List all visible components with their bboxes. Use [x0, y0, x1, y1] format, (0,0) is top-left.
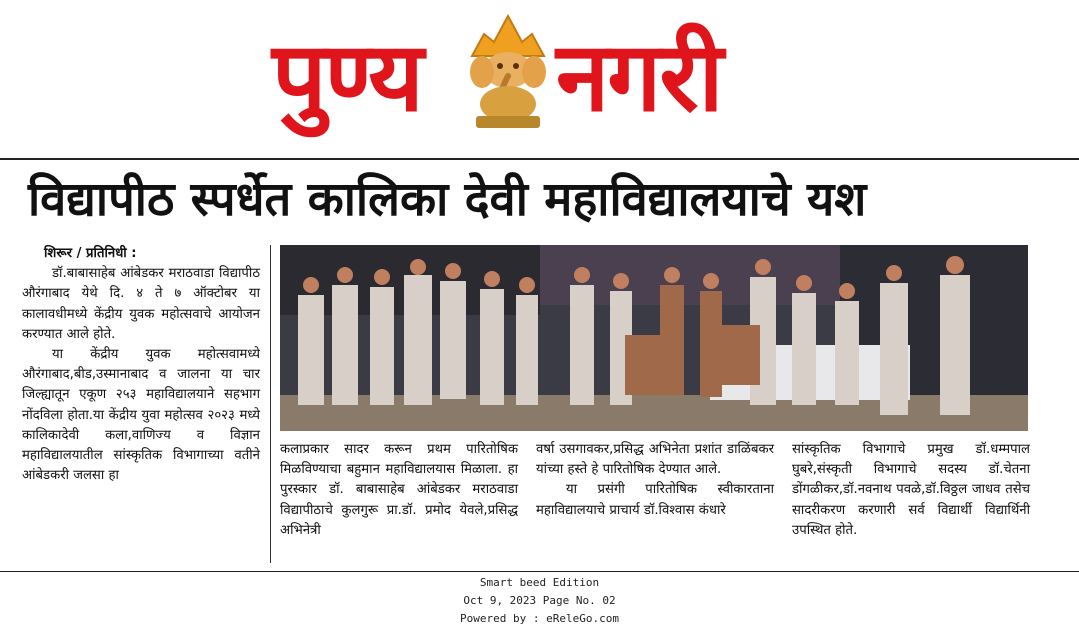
footer: [0, 574, 1079, 628]
article-column-1: [22, 244, 260, 486]
column-2-paragraph-1: कलाप्रकार सादर करून प्रथम पारितोषिक मिळविण्याचा बहुमान महाविद्यालयास मिळाला. हा पुरस्कार डॉ. बाबासाहेब आंबेडकर मराठवाडा विद्यापीठाचे कुलगुरू प्रा.डॉ. प्रमोद येवले,प्रसिद्ध अभिनेत्री: [280, 442, 518, 538]
footer-powered-by-link[interactable]: Powered by : eReleGo.com: [460, 612, 619, 625]
masthead-divider: [0, 158, 1079, 160]
footer-date-page: Oct 9, 2023 Page No. 02: [463, 594, 616, 607]
footer-divider: [0, 571, 1079, 572]
masthead-title-right: नगरी: [556, 21, 722, 133]
column-3-paragraph-2: या प्रसंगी पारितोषिक स्वीकारताना महाविद्यालयाचे प्राचार्य डॉ.विश्वास कंधारे: [536, 482, 774, 518]
masthead-title-left: पुण्य: [272, 21, 422, 133]
article-headline: विद्यापीठ स्पर्धेत कालिका देवी महाविद्यालयाचे यश: [28, 172, 867, 227]
column-1-paragraph-2: या केंद्रीय युवक महोत्सवामध्ये औरंगाबाद,बीड,उस्मानाबाद व जालना या चार जिल्ह्यातून एकूण २५३ महाविद्यालयाने सहभाग नोंदविला होता.या केंद्रीय युवा महोत्सव २०२३ मध्ये कालिकादेवी कला,वाणिज्य व विज्ञान महाविद्यालयातील सांस्कृतिक विभागाच्या वतीने आंबेडकरी जलसा हा: [22, 347, 260, 484]
column-divider: [270, 245, 271, 563]
article-byline: शिरूर / प्रतिनिधी :: [44, 246, 137, 261]
ganesh-idol-icon: [466, 12, 550, 132]
masthead: [0, 0, 1079, 155]
footer-edition: Smart beed Edition: [479, 576, 600, 589]
column-1-paragraph-1: डॉ.बाबासाहेब आंबेडकर मराठवाडा विद्यापीठ औरंगाबाद येथे दि. ४ ते ७ ऑक्टोबर या कालावधीमध्ये केंद्रीय युवक महोत्सवाचे आयोजन करण्यात आले होते.: [22, 266, 260, 342]
column-3-paragraph-1: वर्षा उसगावकर,प्रसिद्ध अभिनेता प्रशांत डाळिंबकर यांच्या हस्ते हे पारितोषिक देण्यात आले.: [536, 442, 774, 478]
column-4-paragraph-1: सांस्कृतिक विभागाचे प्रमुख डॉ.धम्मपाल घुबरे,संस्कृती विभागाचे सदस्य डॉ.चेतना डोंगळीकर,डॉ.नवनाथ पवळे,डॉ.विठ्ठल जाधव तसेच सादरीकरण करणारी सर्व विद्यार्थी विद्यार्थिनी उपस्थित होते.: [792, 442, 1030, 538]
article-column-2: [280, 440, 518, 541]
article-photo: [280, 245, 1028, 431]
article-column-3: [536, 440, 774, 521]
article-column-4: [792, 440, 1030, 541]
